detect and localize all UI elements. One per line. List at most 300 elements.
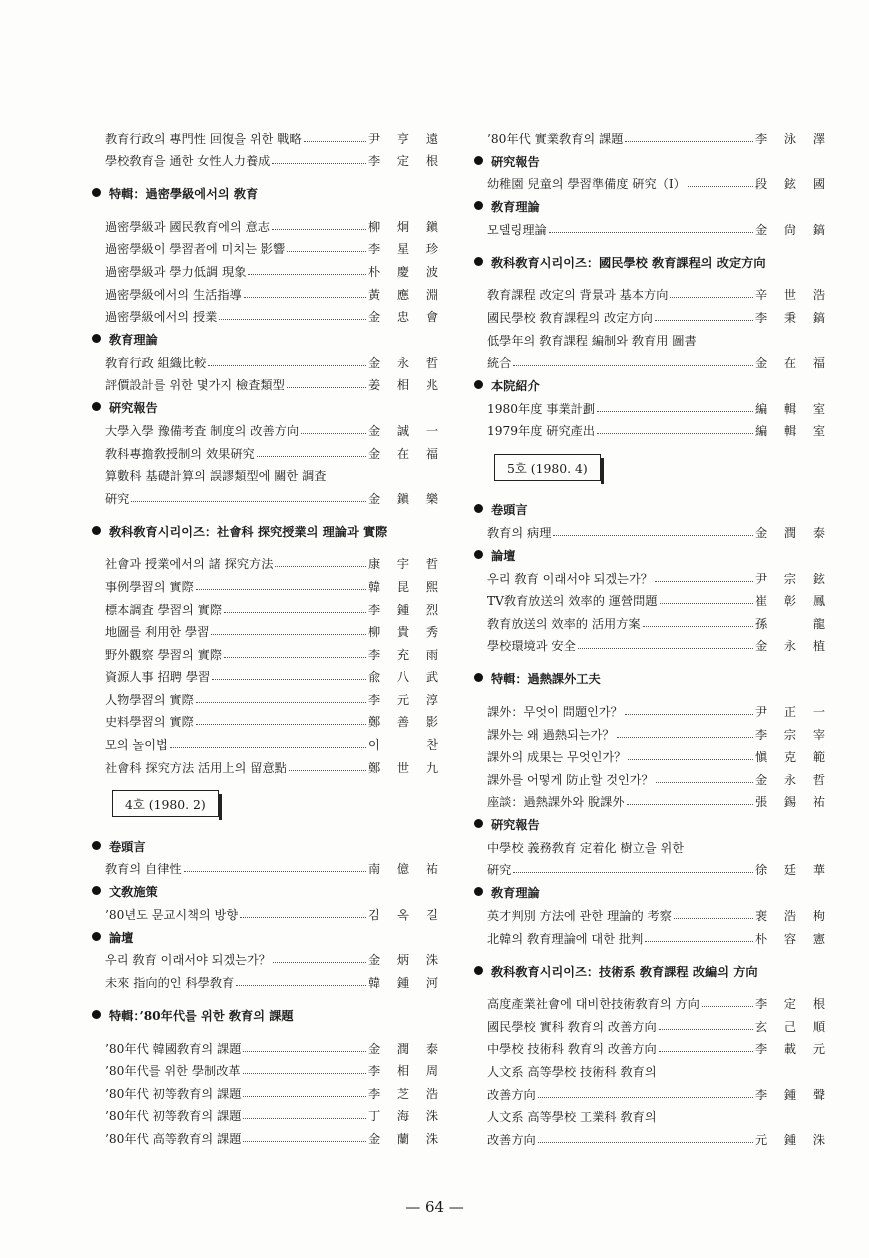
toc-entry [474, 609, 829, 632]
toc-entry [92, 280, 442, 303]
entry-title: 低學年의 敎育課程 編制와 敎育用 圖書 [487, 333, 697, 348]
section-heading-label: 硏究報告 [109, 401, 158, 416]
dot-leader [243, 1141, 366, 1142]
toc-entry [92, 303, 442, 326]
entry-title: 事例學習의 實際 [105, 579, 194, 594]
dot-leader [645, 941, 753, 942]
dot-leader [513, 872, 753, 873]
bullet-icon [92, 188, 101, 197]
toc-entry [474, 632, 829, 655]
entry-title: 中學校 義務敎育 定着化 樹立을 위한 [487, 840, 685, 855]
entry-author: 金 在 福 [755, 356, 825, 371]
dot-leader [597, 433, 753, 434]
entry-author: 韓 鍾 河 [368, 976, 438, 991]
section-heading-label: 敎科敎育시리이즈：技術系 敎育課程 改編의 方向 [491, 964, 758, 979]
entry-title: 英才判別 方法에 관한 理論的 考察 [487, 909, 672, 924]
entry-title: 敎育行政 組織比較 [105, 355, 207, 370]
toc-entry [92, 124, 442, 147]
entry-title: ’80年代 實業敎育의 課題 [487, 131, 624, 146]
entry-author: 金 蘭 洙 [368, 1132, 438, 1146]
entry-author: 鄭 世 九 [368, 760, 438, 775]
section-heading [474, 371, 829, 394]
entry-author: 徐 廷 華 [755, 863, 825, 878]
dot-leader [655, 581, 753, 582]
section-heading-label: 本院紹介 [491, 379, 540, 394]
toc-entry [474, 170, 829, 193]
toc-entry [474, 564, 829, 587]
bullet-icon [92, 402, 101, 411]
section-heading [474, 654, 829, 687]
entry-author: 李 星 珍 [368, 242, 438, 257]
toc-entry [474, 901, 829, 924]
entry-title: 國民學校 實科 敎育의 改善方向 [487, 1019, 657, 1034]
bullet-icon [92, 1010, 101, 1019]
entry-title: 中學校 技術科 敎育의 改善方向 [487, 1042, 657, 1057]
entry-author: 姜 相 兆 [368, 378, 438, 393]
bullet-icon [92, 334, 101, 343]
entry-title: 統合 [487, 356, 512, 371]
toc-entry [92, 484, 442, 507]
dot-leader [219, 319, 366, 320]
entry-author: 元 鍾 洙 [755, 1132, 825, 1147]
issue-label: 4호 (1980. 2) [112, 790, 219, 817]
dot-leader [248, 274, 366, 275]
section-heading-label: 特輯：過熱課外工夫 [491, 672, 601, 687]
entry-title: 人物學習의 實際 [105, 692, 194, 707]
dot-leader [659, 1029, 753, 1030]
toc-entry [92, 212, 442, 235]
toc-entry [474, 720, 829, 743]
entry-title: 敎育의 自律性 [105, 862, 182, 877]
entry-author: 李 定 根 [368, 154, 438, 169]
toc-entry [92, 730, 442, 753]
dot-leader [224, 657, 366, 658]
section-heading [92, 832, 442, 855]
dot-leader [627, 804, 753, 805]
entry-author: 段 鉉 國 [755, 177, 825, 192]
entry-title: 社會科 探究方法 活用上의 留意點 [105, 760, 287, 775]
toc-entry [474, 697, 829, 720]
section-heading [474, 238, 829, 271]
toc-entry [474, 788, 829, 811]
entry-title: 北韓의 敎育理論에 대한 批判 [487, 931, 644, 946]
entry-author: 김 옥 길 [368, 907, 438, 922]
entry-author: 兪 八 武 [368, 670, 438, 685]
toc-entry [92, 595, 442, 618]
dot-leader [240, 917, 366, 918]
entry-title: 評價設計를 위한 몇가지 檢査類型 [105, 378, 285, 393]
dot-leader [211, 634, 366, 635]
entry-title: 敎育課程 改定의 背景과 基本方向 [487, 288, 669, 303]
toc-entry [92, 1034, 442, 1057]
section-heading-label: 硏究報告 [491, 818, 540, 833]
entry-title: ’80년도 문교시책의 방향 [105, 907, 239, 922]
toc-entry [92, 946, 442, 969]
entry-author: 康 宇 哲 [368, 557, 438, 572]
entry-author: 李 定 根 [755, 997, 825, 1012]
entry-author: 李 泳 澤 [755, 131, 825, 146]
entry-title: 教育行政의 專門性 回復을 위한 戰略 [105, 131, 302, 146]
bullet-icon [474, 966, 483, 975]
entry-author: 李 鍾 烈 [368, 602, 438, 617]
toc-entry [92, 257, 442, 280]
toc-entry [474, 394, 829, 417]
toc-entry [474, 417, 829, 440]
dot-leader [236, 985, 366, 986]
dot-leader [538, 1097, 753, 1098]
toc-entry [474, 281, 829, 304]
section-heading [474, 147, 829, 170]
dot-leader [196, 589, 366, 590]
section-heading [474, 192, 829, 215]
toc-entry [474, 326, 829, 349]
dot-leader [196, 724, 366, 725]
dot-leader [655, 320, 753, 321]
toc-entry [474, 1035, 829, 1058]
entry-title: ’80年代 高等敎育의 課題 [105, 1132, 242, 1146]
entry-title: 敎育放送의 效率的 活用方案 [487, 616, 641, 631]
entry-author: 金 尙 鎬 [755, 222, 825, 237]
section-heading [474, 495, 829, 518]
entry-author: 柳 貴 秀 [368, 625, 438, 640]
entry-author: 編 輯 室 [755, 401, 825, 416]
entry-author: 裵 浩 枸 [755, 909, 825, 924]
toc-entry [92, 416, 442, 439]
bullet-icon [474, 257, 483, 266]
dot-leader [243, 1051, 366, 1052]
toc-entry [474, 990, 829, 1013]
entry-author: 金 永 植 [755, 639, 825, 654]
dot-leader [244, 297, 366, 298]
entry-author: 金 誠 一 [368, 423, 438, 438]
toc-entry [92, 1057, 442, 1080]
entry-author: 崔 彰 鳳 [755, 594, 825, 609]
entry-author: 李 載 元 [755, 1042, 825, 1057]
section-heading [92, 991, 442, 1024]
page-number: — 64 — [405, 1198, 464, 1216]
toc-entry [92, 855, 442, 878]
entry-title: 人文系 高等學校 技術科 敎育의 [487, 1065, 657, 1080]
bullet-icon [474, 819, 483, 828]
entry-title: 우리 敎育 이래서야 되겠는가？ [105, 953, 271, 968]
entry-author: 李 元 淳 [368, 692, 438, 707]
bullet-icon [474, 201, 483, 210]
entry-title: 過密學級이 學習者에 미치는 影響 [105, 242, 286, 257]
dot-leader [304, 141, 366, 142]
entry-title: 資源人事 招聘 學習 [105, 670, 211, 685]
entry-author: 李 充 雨 [368, 647, 438, 662]
entry-title: 學校敎育을 通한 女性人力養成 [105, 154, 271, 169]
toc-entry [474, 924, 829, 947]
dot-leader [224, 612, 366, 613]
entry-title: 國民學校 敎育課程의 改定方向 [487, 310, 653, 325]
spacer [92, 202, 442, 212]
entry-title: 座談：過熱課外와 脫課外 [487, 795, 625, 810]
section-heading [92, 877, 442, 900]
toc-entry [474, 743, 829, 766]
section-heading [92, 393, 442, 416]
entry-author: 李 相 周 [368, 1064, 438, 1079]
dot-leader [625, 141, 753, 142]
entry-author: 鄭 善 影 [368, 715, 438, 730]
section-heading-label: 論壇 [109, 930, 134, 945]
dot-leader [287, 387, 366, 388]
bullet-icon [92, 886, 101, 895]
entry-title: 敎科專擔敎授制의 效果硏究 [105, 446, 255, 461]
entry-author: 玄 己 順 [755, 1019, 825, 1034]
entry-title: 課外：무엇이 問題인가？ [487, 704, 623, 719]
toc-entry [92, 1124, 442, 1147]
entry-author: 張 錫 祐 [755, 795, 825, 810]
entry-title: ’80年代 初等敎育의 課題 [105, 1109, 242, 1124]
dot-leader [688, 186, 753, 187]
dot-leader [212, 679, 366, 680]
bullet-icon [474, 550, 483, 559]
entry-author: 金 忠 會 [368, 310, 438, 325]
toc-entry [92, 640, 442, 663]
entry-author: 金 潤 泰 [368, 1041, 438, 1056]
entry-author: 李 秉 鎬 [755, 310, 825, 325]
entry-author: 南 億 祐 [368, 862, 438, 877]
toc-entry [474, 518, 829, 541]
spacer [474, 687, 829, 697]
dot-leader [289, 770, 366, 771]
entry-title: 課外를 어떻게 防止할 것인가？ [487, 772, 654, 787]
dot-leader [272, 229, 366, 230]
entry-author: 尹 亨 遠 [368, 131, 438, 146]
toc-entry [92, 572, 442, 595]
dot-leader [272, 163, 366, 164]
entry-title: 敎育의 病理 [487, 525, 552, 540]
section-heading-label: 特輯：’80年代를 위한 敎育의 課題 [109, 1009, 294, 1024]
entry-title: 課外는 왜 過熱되는가？ [487, 727, 615, 742]
dot-leader [597, 411, 753, 412]
entry-author: 金 鎭 樂 [368, 491, 438, 506]
toc-entry [474, 124, 829, 147]
right-column [474, 124, 829, 1148]
bullet-icon [92, 841, 101, 850]
entry-author: 李 芝 浩 [368, 1086, 438, 1101]
section-heading [92, 169, 442, 202]
section-heading [474, 878, 829, 901]
entry-title: 野外觀察 學習의 實際 [105, 647, 223, 662]
entry-title: 過密學級에서의 生活指導 [105, 287, 242, 302]
entry-title: 算數科 基礎計算의 誤謬類型에 關한 調査 [105, 469, 327, 484]
entry-author: 丁 海 洙 [368, 1109, 438, 1124]
toc-entry [92, 708, 442, 731]
entry-author: 朴 慶 波 [368, 264, 438, 279]
bullet-icon [474, 673, 483, 682]
entry-title: 史料學習의 實際 [105, 715, 194, 730]
dot-leader [208, 365, 366, 366]
entry-author: 金 炳 洙 [368, 953, 438, 968]
entry-title: 1980年度 事業計劃 [487, 401, 596, 416]
dot-leader [513, 365, 753, 366]
dot-leader [287, 251, 366, 252]
dot-leader [243, 1073, 366, 1074]
dot-leader [170, 747, 366, 748]
entry-title: 過密學級과 國民敎育에의 意志 [105, 219, 270, 234]
entry-title: 硏究 [487, 863, 512, 878]
toc-entry [92, 235, 442, 258]
dot-leader [578, 648, 753, 649]
entry-title: ’80年代 韓國敎育의 課題 [105, 1041, 242, 1056]
dot-leader [549, 232, 753, 233]
section-heading [474, 810, 829, 833]
section-heading-label: 敎育理論 [491, 200, 540, 215]
toc-entry [474, 833, 829, 856]
entry-title: 大學入學 豫備考査 制度의 改善方向 [105, 423, 300, 438]
dot-leader [674, 918, 753, 919]
section-heading [92, 507, 442, 540]
section-heading [474, 541, 829, 564]
entry-title: 社會과 授業에서의 諸 探究方法 [105, 557, 274, 572]
dot-leader [659, 1051, 753, 1052]
section-heading-label: 論壇 [491, 548, 516, 563]
toc-entry [92, 439, 442, 462]
entry-author: 朴 容 憲 [755, 931, 825, 946]
dot-leader [273, 962, 366, 963]
dot-leader [275, 566, 366, 567]
entry-title: 모의 놀이법 [105, 738, 168, 753]
entry-author: 尹 正 一 [755, 704, 825, 719]
toc-entry [92, 371, 442, 394]
toc-entry [474, 587, 829, 610]
entry-title: 1979年度 硏究產出 [487, 424, 596, 439]
toc-entry [92, 348, 442, 371]
entry-title: 過密學級에서의 授業 [105, 310, 218, 325]
entry-title: ’80年代 初等敎育의 課題 [105, 1086, 242, 1101]
section-heading-label: 特輯：過密學級에서의 敎育 [109, 187, 259, 202]
dot-leader [301, 433, 366, 434]
toc-entry [92, 753, 442, 776]
entry-title: 幼稚園 兒童의 學習準備度 硏究（Ⅰ） [487, 177, 686, 192]
dot-leader [553, 535, 753, 536]
entry-title: 모델링理論 [487, 222, 547, 237]
entry-title: ’80年代를 위한 學制改革 [105, 1064, 241, 1079]
toc-entry [474, 215, 829, 238]
dot-leader [702, 1006, 753, 1007]
toc-entry [92, 462, 442, 485]
entry-author: 金 永 哲 [368, 355, 438, 370]
section-heading [92, 325, 442, 348]
issue-header [474, 439, 829, 495]
dot-leader [617, 737, 753, 738]
entry-title: 地圖를 利用한 學習 [105, 625, 210, 640]
dot-leader [196, 702, 366, 703]
bullet-icon [92, 526, 101, 535]
entry-title: 過密學級과 學力低調 現象 [105, 264, 247, 279]
dot-leader [656, 782, 753, 783]
entry-title: TV敎育放送의 效率的 運營問題 [487, 594, 658, 609]
section-heading-label: 敎育理論 [109, 333, 158, 348]
toc-entry [92, 147, 442, 170]
dot-leader [628, 759, 753, 760]
entry-author: 李 鍾 聲 [755, 1087, 825, 1102]
spacer [92, 540, 442, 550]
toc-entry [92, 550, 442, 573]
entry-author: 尹 宗 鉉 [755, 571, 825, 586]
bullet-icon [474, 887, 483, 896]
bullet-icon [474, 504, 483, 513]
toc-entry [474, 1080, 829, 1103]
dot-leader [660, 603, 753, 604]
entry-title: 高度產業社會에 대비한技術敎育의 方向 [487, 997, 700, 1012]
toc-entry [474, 856, 829, 879]
toc-entry [92, 1102, 442, 1125]
section-heading [474, 947, 829, 980]
spacer [474, 271, 829, 281]
dot-leader [243, 1118, 366, 1119]
toc-entry [474, 765, 829, 788]
section-heading-label: 卷頭言 [491, 503, 528, 518]
entry-title: 課外의 成果는 무엇인가？ [487, 750, 627, 765]
dot-leader [538, 1142, 753, 1143]
entry-author: 愼 克 範 [755, 750, 825, 765]
bullet-icon [92, 932, 101, 941]
entry-title: 未來 指向的인 科學敎育 [105, 976, 235, 991]
dot-leader [184, 871, 366, 872]
entry-title: 우리 敎育 이래서야 되겠는가？ [487, 571, 653, 586]
entry-author: 辛 世 浩 [755, 288, 825, 303]
bullet-icon [474, 156, 483, 165]
toc-entry [474, 1012, 829, 1035]
dot-leader [670, 297, 753, 298]
left-column [92, 124, 442, 1147]
dot-leader [625, 714, 753, 715]
dot-leader [131, 501, 366, 502]
entry-author: 李 宗 宰 [755, 727, 825, 742]
section-heading-label: 卷頭言 [109, 839, 146, 854]
section-heading-label: 敎科敎育시리이즈：社會科 探究授業의 理論과 實際 [109, 524, 388, 539]
entry-title: 標本調査 學習의 實際 [105, 602, 223, 617]
dot-leader [643, 626, 753, 627]
toc-entry [92, 618, 442, 641]
issue-header [92, 776, 442, 832]
toc-entry [92, 1079, 442, 1102]
dot-leader [243, 1096, 366, 1097]
entry-title: 學校環境과 安全 [487, 639, 576, 654]
entry-author: 孫 龍 [755, 616, 825, 631]
entry-author: 金 在 福 [368, 446, 438, 461]
entry-author: 金 潤 泰 [755, 525, 825, 540]
toc-entry [474, 1103, 829, 1126]
entry-title: 改善方向 [487, 1132, 536, 1147]
dot-leader [257, 456, 366, 457]
toc-entry [92, 900, 442, 923]
entry-author: 黃 應 淵 [368, 287, 438, 302]
toc-entry [92, 663, 442, 686]
toc-entry [474, 303, 829, 326]
entry-author: 金 永 哲 [755, 772, 825, 787]
entry-title: 硏究 [105, 491, 130, 506]
toc-entry [92, 968, 442, 991]
section-heading-label: 文敎施策 [109, 885, 158, 900]
issue-label: 5호 (1980. 4) [494, 454, 601, 481]
entry-author: 이 찬 [368, 738, 438, 753]
toc-entry [474, 1057, 829, 1080]
section-heading [92, 923, 442, 946]
entry-title: 人文系 高等學校 工業科 敎育의 [487, 1110, 657, 1125]
spacer [92, 1024, 442, 1034]
section-heading-label: 敎育理論 [491, 886, 540, 901]
entry-author: 韓 昆 熙 [368, 579, 438, 594]
entry-title: 改善方向 [487, 1087, 536, 1102]
spacer [474, 980, 829, 990]
bullet-icon [474, 380, 483, 389]
toc-entry [474, 349, 829, 372]
toc-entry [92, 685, 442, 708]
